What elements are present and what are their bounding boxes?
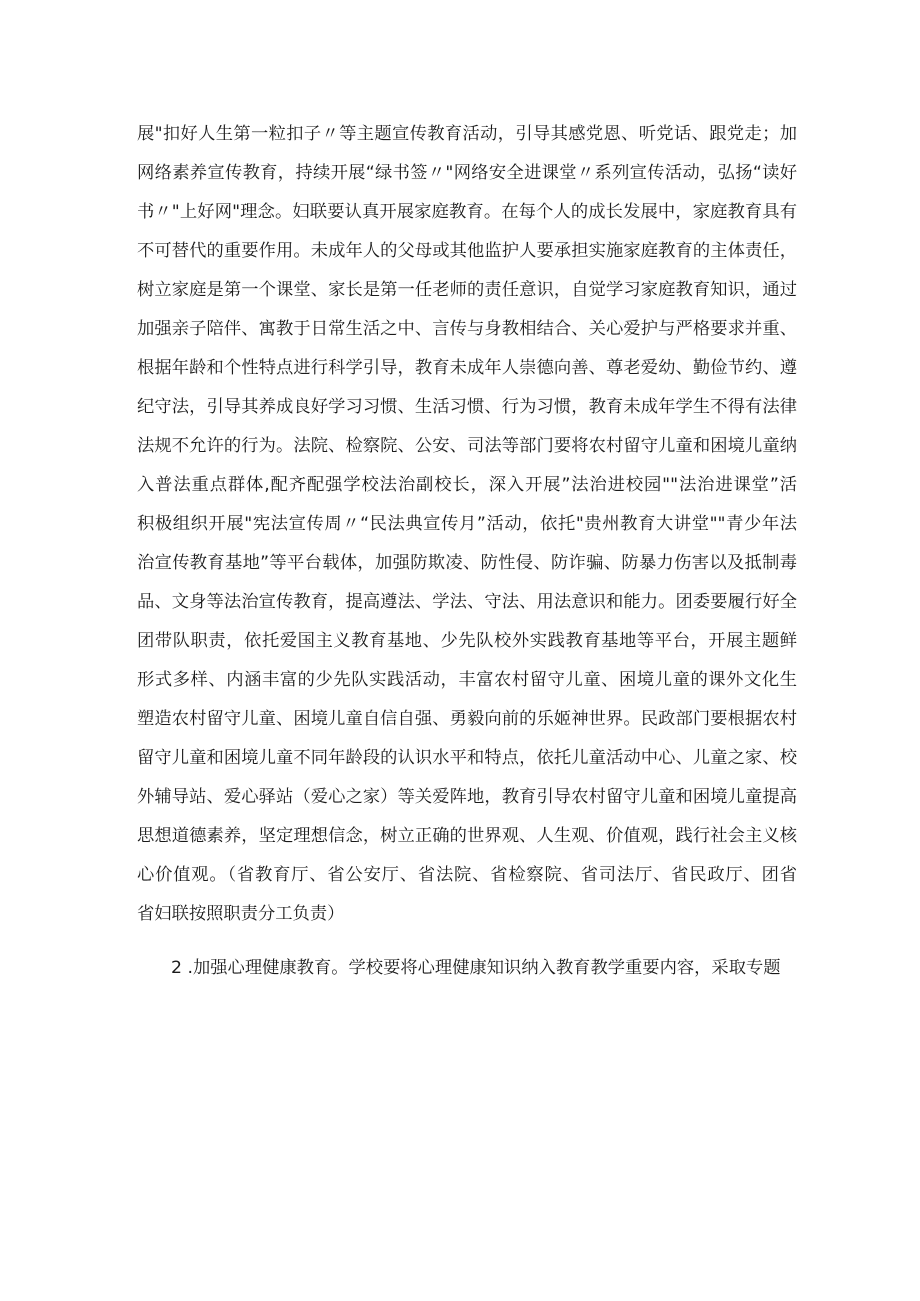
text-line: 积极组织开展"宪法宣传周〃“民法典宣传月”活动，依托"贵州教育大讲堂""青少年法 [137,514,797,534]
paragraph-2 [137,949,797,988]
text-line: 留守儿童和困境儿童不同年龄段的认识水平和特点，依托儿童活动中心、儿童之家、校 [137,748,797,768]
text-line: 2 .加强心理健康教育。学校要将心理健康知识纳入教育教学重要内容，采取专题 [171,958,781,978]
text-line: 外辅导站、爱心驿站（爱心之家）等关爱阵地，教育引导农村留守儿童和困境儿童提高 [137,787,797,807]
text-line: 形式多样、内涵丰富的少先队实践活动，丰富农村留守儿童、困境儿童的课外文化生 [137,670,797,690]
text-line: 展"扣好人生第一粒扣子〃等主题宣传教育活动，引导其感党恩、听党话、跟党走；加 [137,124,797,144]
body-text [137,115,797,988]
text-line: 加强亲子陪伴、寓教于日常生活之中、言传与身教相结合、关心爱护与严格要求并重、 [137,319,797,339]
text-line: 塑造农村留守儿童、困境儿童自信自强、勇毅向前的乐姬神世界。民政部门要根据农村 [137,709,797,729]
text-line: 团带队职责，依托爱国主义教育基地、少先队校外实践教育基地等平台，开展主题鲜 [137,631,797,651]
text-line: 入普法重点群体,配齐配强学校法治副校长，深入开展”法治进校园""法治进课堂”活 [137,475,797,495]
text-line: 品、文身等法治宣传教育，提高遵法、学法、守法、用法意识和能力。团委要履行好全 [137,592,797,612]
text-line: 不可替代的重要作用。未成年人的父母或其他监护人要承担实施家庭教育的主体责任， [137,241,797,261]
text-line: 树立家庭是第一个课堂、家长是第一任老师的责任意识，自觉学习家庭教育知识，通过 [137,280,797,300]
text-line: 省妇联按照职责分工负责） [137,904,345,924]
text-line: 思想道德素养，坚定理想信念，树立正确的世界观、人生观、价值观，践行社会主义核 [137,826,797,846]
text-line: 心价值观。（省教育厅、省公安厅、省法院、省检察院、省司法厅、省民政厅、团省 [137,865,797,885]
text-line: 法规不允许的行为。法院、检察院、公安、司法等部门要将农村留守儿童和困境儿童纳 [137,436,797,456]
paragraph-1 [137,115,797,934]
text-line: 书〃"上好网"理念。妇联要认真开展家庭教育。在每个人的成长发展中，家庭教育具有 [137,202,797,222]
text-line: 纪守法，引导其养成良好学习习惯、生活习惯、行为习惯，教育未成年学生不得有法律 [137,397,797,417]
text-line: 治宣传教育基地”等平台载体，加强防欺凌、防性侵、防诈骗、防暴力伤害以及抵制毒 [137,553,797,573]
text-line: 根据年龄和个性特点进行科学引导，教育未成年人崇德向善、尊老爱幼、勤俭节约、遵 [137,358,797,378]
text-line: 网络素养宣传教育，持续开展“绿书签〃"网络安全进课堂〃系列宣传活动，弘扬“读好 [137,163,797,183]
